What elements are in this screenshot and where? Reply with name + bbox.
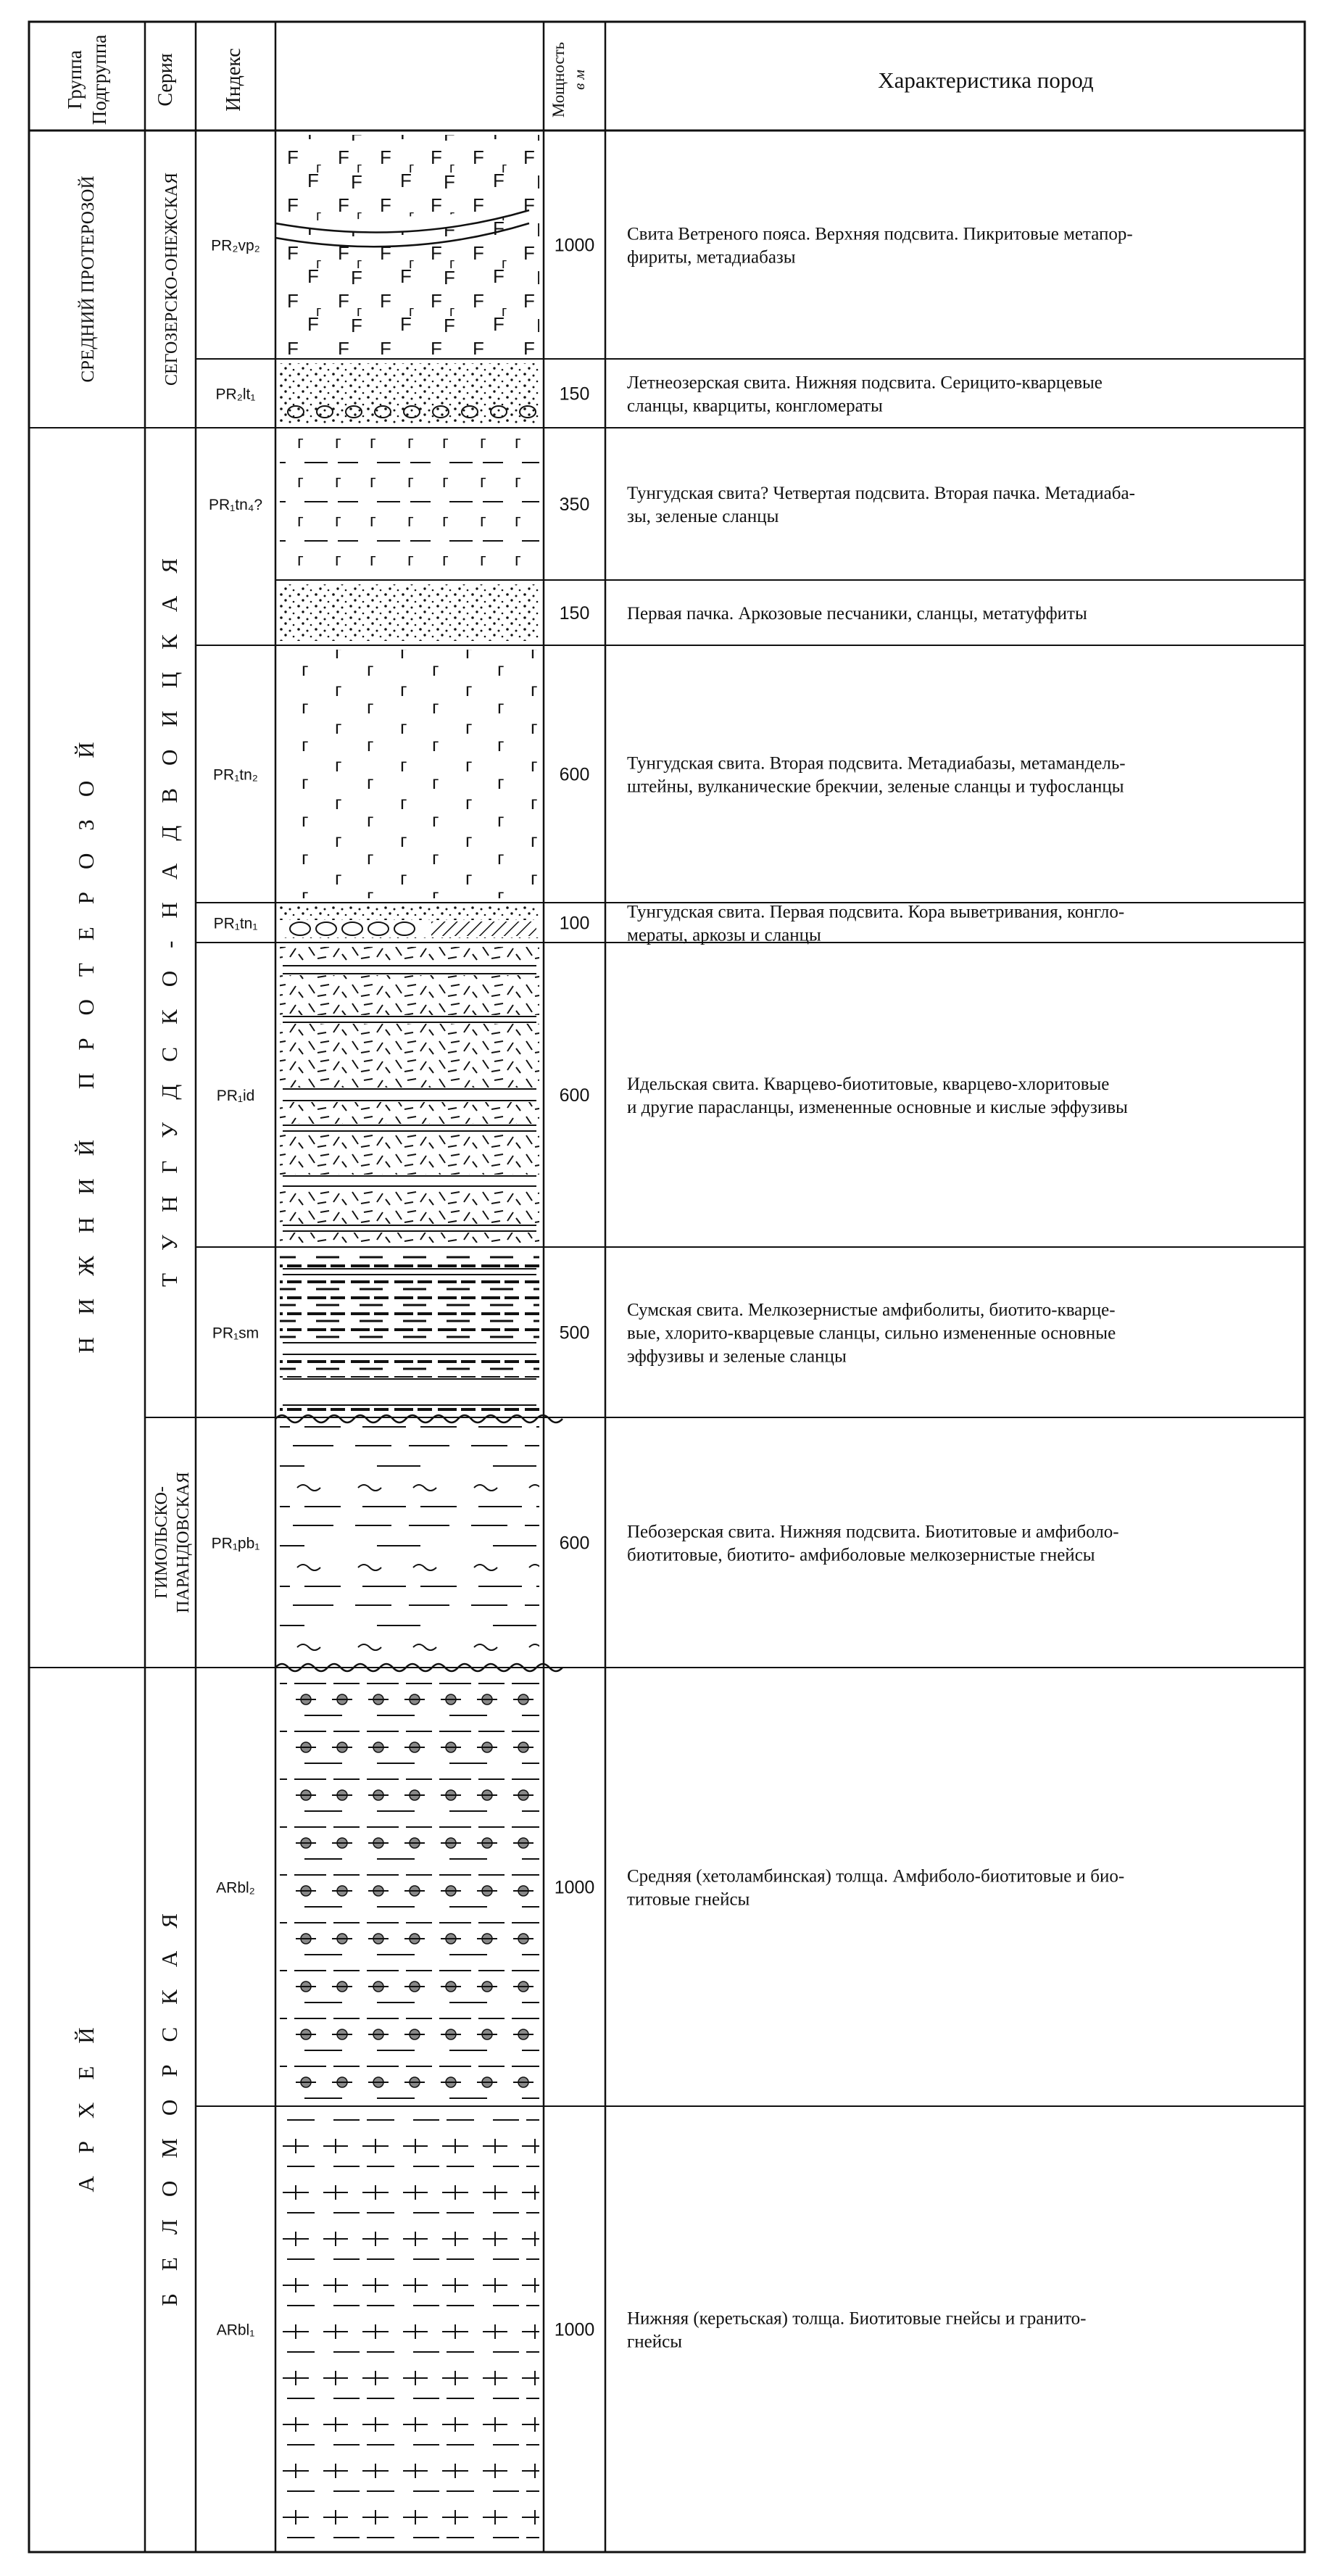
- unconformity-line-pebozero: [275, 1415, 562, 1422]
- layer-description-1-line-2: фириты, метадиабазы: [627, 247, 796, 268]
- header-description: Характеристика пород: [878, 67, 1094, 93]
- layer-index-11: ARbl₁: [216, 2322, 255, 2339]
- layer-description-4-line-1: Первая пачка. Аркозовые песчаники, сланцы, метатуффиты: [627, 604, 1087, 624]
- layer-description-7-line-1: Идельская свита. Кварцево-биотитовые, кварцево-хлоритовые: [627, 1074, 1110, 1094]
- lithology-fill-9: [280, 1422, 539, 1663]
- layer-thickness-4: 150: [559, 603, 590, 624]
- table-header: [64, 35, 1094, 125]
- lithology-fill-11: [280, 2111, 539, 2548]
- layer-description-8-line-1: Сумская свита. Мелкозернистые амфиболиты, биотито-кварце-: [627, 1300, 1116, 1320]
- header-subgroup: Подгруппа: [88, 34, 110, 125]
- layer-description-11-line-2: гнейсы: [627, 2332, 683, 2352]
- layer-description-7-line-2: и другие парасланцы, измененные основные и кислые эффузивы: [627, 1098, 1128, 1117]
- layer-index-5: PR₁tn₂: [213, 766, 258, 784]
- series-label-3-line-1: ГИМОЛЬСКО-: [152, 1486, 171, 1599]
- header-thickness: Мощность: [549, 41, 568, 118]
- layer-index-2: PR₂lt₁: [215, 386, 256, 403]
- header-thickness-unit: в м: [570, 70, 588, 90]
- group-label-2: Н И Ж Н И Й П Р О Т Е Р О З О Й: [73, 742, 99, 1354]
- series-label-3-line-2: ПАРАНДОВСКАЯ: [174, 1472, 193, 1613]
- layer-description-2-line-2: сланцы, кварциты, конгломераты: [627, 396, 883, 416]
- layer-index-3: PR₁tn₄?: [208, 497, 263, 513]
- layer-description-1-line-1: Свита Ветреного пояса. Верхняя подсвита. Пикритовые метапор-: [627, 224, 1133, 244]
- lithology-fill-5: [280, 650, 539, 898]
- layer-thickness-5: 600: [559, 764, 590, 785]
- header-group: Группа: [64, 50, 86, 109]
- layer-thickness-9: 600: [559, 1533, 590, 1554]
- lithology-fill-4: [280, 584, 539, 641]
- layer-thickness-8: 500: [559, 1322, 590, 1343]
- group-label-3: А Р Х Е Й: [73, 2027, 99, 2192]
- lithology-column: [280, 135, 539, 2548]
- layer-description-10-line-1: Средняя (хетоламбинская) толща. Амфиболо-биотитовые и био-: [627, 1866, 1125, 1887]
- schist-band-bg-8: [280, 1378, 539, 1407]
- weathering-sand: [280, 906, 539, 916]
- lithology-fill-2: [280, 363, 539, 423]
- layer-thickness-11: 1000: [554, 2319, 595, 2340]
- header-series: Серия: [154, 53, 177, 107]
- lithology-fill-3: [280, 432, 539, 576]
- layer-index-7: PR₁id: [216, 1088, 255, 1104]
- layer-description-9-line-2: биотитовые, биотито- амфиболовые мелкозернистые гнейсы: [627, 1545, 1095, 1565]
- layer-thickness-6: 100: [559, 913, 590, 934]
- weathering-hatch: [431, 922, 536, 936]
- layer-description-6-line-2: мераты, аркозы и сланцы: [627, 925, 821, 945]
- layer-index-8: PR₁sm: [212, 1325, 260, 1342]
- lithology-fill-10: [280, 1672, 539, 2102]
- series-label-2: Т У Н Г У Д С К О - Н А Д В О И Ц К А Я: [157, 558, 182, 1287]
- layer-thickness-7: 600: [559, 1085, 590, 1106]
- series-label-4: Б Е Л О М О Р С К А Я: [157, 1913, 182, 2306]
- layer-index-10: ARbl₂: [216, 1879, 255, 1897]
- layer-thickness-1: 1000: [554, 235, 595, 256]
- layer-index-6: PR₁tn₁: [213, 915, 258, 932]
- group-label-1: СРЕДНИЙ ПРОТЕРОЗОЙ: [78, 175, 98, 383]
- layer-description-8-line-2: вые, хлорито-кварцевые сланцы, сильно измененные основные: [627, 1323, 1116, 1343]
- layer-thickness-10: 1000: [554, 1877, 595, 1898]
- layer-description-3-line-2: зы, зеленые сланцы: [627, 507, 779, 526]
- layer-index-1: PR₂vp₂: [211, 237, 260, 254]
- layer-description-8-line-3: эффузивы и зеленые сланцы: [627, 1346, 847, 1367]
- layer-description-2-line-1: Летнеозерская свита. Нижняя подсвита. Серицито-кварцевые: [627, 373, 1103, 393]
- series-label-1: СЕГОЗЕРСКО-ОНЕЖСКАЯ: [162, 173, 181, 386]
- table-content: [73, 173, 1135, 2351]
- layer-thickness-3: 350: [559, 494, 590, 515]
- layer-index-9: PR₁pb₁: [211, 1535, 260, 1552]
- layer-description-11-line-1: Нижняя (керетьская) толща. Биотитовые гнейсы и гранито-: [627, 2308, 1087, 2329]
- layer-description-6-line-1: Тунгудская свита. Первая подсвита. Кора выветривания, конгло-: [627, 902, 1125, 922]
- layer-description-5-line-1: Тунгудская свита. Вторая подсвита. Метадиабазы, метамандель-: [627, 753, 1126, 774]
- header-index: Индекс: [223, 48, 245, 112]
- layer-description-5-line-2: штейны, вулканические брекчии, зеленые сланцы и туфосланцы: [627, 776, 1124, 797]
- layer-thickness-2: 150: [559, 384, 590, 405]
- layer-description-3-line-1: Тунгудская свита? Четвертая подсвита. Вторая пачка. Метадиаба-: [627, 484, 1135, 503]
- layer-description-10-line-2: титовые гнейсы: [627, 1889, 750, 1910]
- layer-description-9-line-1: Пебозерская свита. Нижняя подсвита. Биотитовые и амфиболо-: [627, 1522, 1119, 1542]
